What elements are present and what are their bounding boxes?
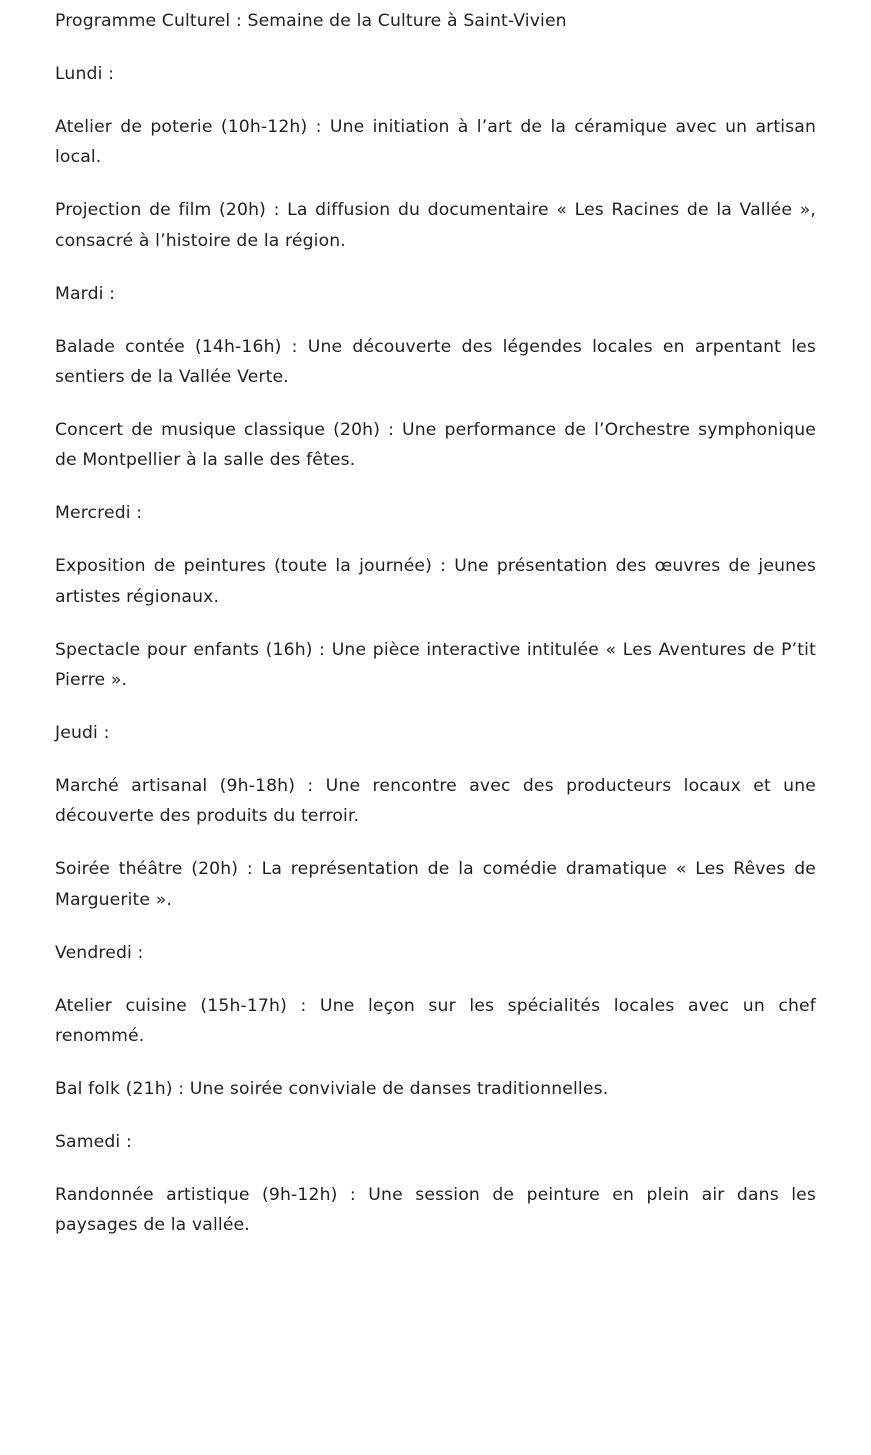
- day-label-samedi: Samedi :: [55, 1131, 132, 1152]
- entry-balade-contee: Balade contée (14h-16h) : Une découverte des légendes locales en arpentant les sentiers de la Vallée Verte.: [55, 336, 816, 387]
- entry-projection-film: Projection de film (20h) : La diffusion du documentaire « Les Racines de la Vallée », consacré à l’histoire de la région.: [55, 200, 816, 251]
- heading-programme: Programme Culturel : Semaine de la Culture à Saint-Vivien: [55, 11, 567, 31]
- day-label-lundi: Lundi :: [55, 63, 115, 84]
- entry-bal-folk: Bal folk (21h) : Une soirée conviviale de danses traditionnelles.: [55, 1079, 609, 1099]
- entry-atelier-poterie: Atelier de poterie (10h-12h) : Une initiation à l’art de la céramique avec un artisan local.: [55, 116, 816, 168]
- entry-randonnee-artistique: Randonnée artistique (9h-12h) : Une session de peinture en plein air dans les paysages de la vallée.: [55, 1184, 816, 1236]
- entry-soiree-theatre: Soirée théâtre (20h) : La représentation de la comédie dramatique « Les Rêves de Marguerite ».: [55, 859, 816, 910]
- day-label-vendredi: Vendredi :: [55, 942, 144, 963]
- entry-exposition-peintures: Exposition de peintures (toute la journée) : Une présentation des œuvres de jeunes artistes régionaux.: [55, 556, 816, 607]
- entry-spectacle-enfants: Spectacle pour enfants (16h) : Une pièce interactive intitulée « Les Aventures de P’tit Pierre ».: [55, 639, 816, 691]
- day-label-mercredi: Mercredi :: [55, 503, 143, 524]
- entry-atelier-cuisine: Atelier cuisine (15h-17h) : Une leçon sur les spécialités locales avec un chef renommé.: [55, 995, 816, 1047]
- day-label-mardi: Mardi :: [55, 283, 116, 304]
- document-body: [55, 6, 816, 1241]
- day-label-jeudi: Jeudi :: [55, 723, 110, 743]
- entry-concert-musique-classique: Concert de musique classique (20h) : Une performance de l’Orchestre symphonique de Montpellier à la salle des fêtes.: [55, 419, 816, 471]
- entry-marche-artisanal: Marché artisanal (9h-18h) : Une rencontre avec des producteurs locaux et une découverte des produits du terroir.: [55, 775, 816, 827]
